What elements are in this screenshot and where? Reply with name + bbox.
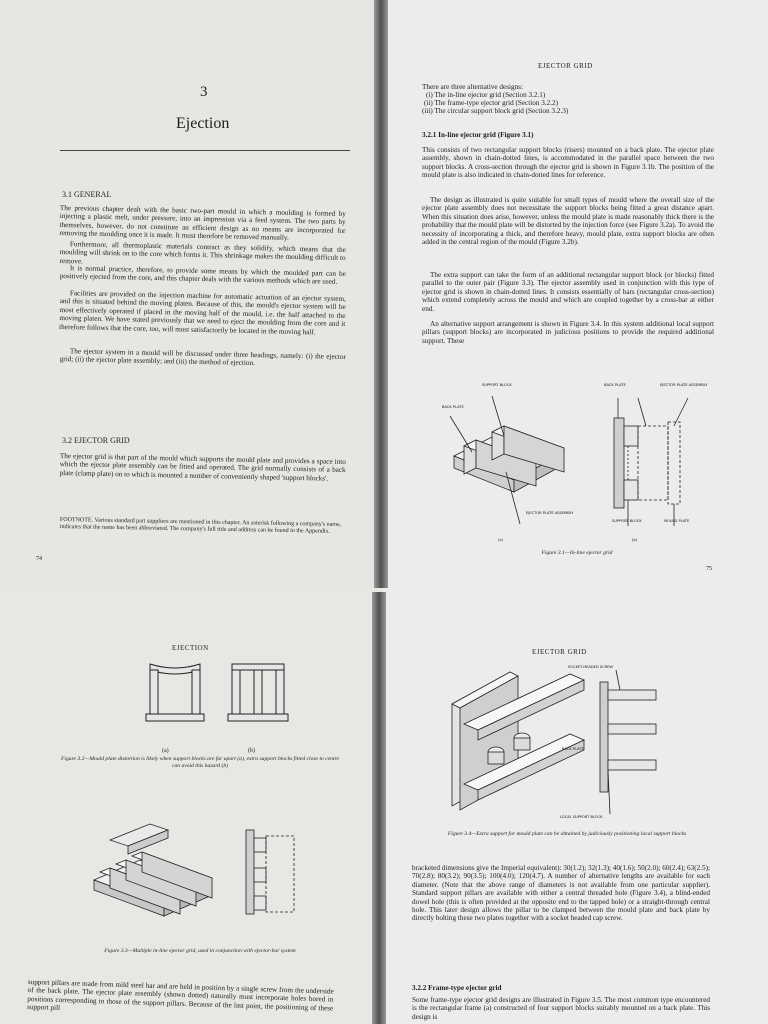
figure-3-2-sub-b: (b) [248,748,255,754]
designs-intro: There are three alternative designs: [422,83,523,91]
label-back-plate: BACK PLATE [442,405,464,409]
figure-3-1-drawing [442,376,722,544]
label-mould-plate: MOULD PLATE [664,519,690,523]
label-socket-headed-screw: SOCKET-HEADED SCREW [568,665,613,669]
section-3-2-1-heading: 3.2.1 In-line ejector grid (Figure 3.1) [422,131,534,139]
section-3-2-1-para-1: This consists of two rectangular support blocks (risers) mounted on a back plate. The ejector plate assembly, shown in chain-dotted lines, is accommodated in the parallel space between the two support blocks. A cross-section through the ejector grid is shown in Figure 3.1b. The position of the mould plate is also indicated in chain-dotted lines for reference. [422,146,714,180]
section-3-2-1-para-3: The extra support can take the form of an additional rectangular support block (or blocks) fitted parallel to the outer pair (Figure 3.3). The ejector assembly used in conjunction with this type of ejector grid is shown in chain-dotted lines. It consists essentially of bars (rectangular cross-section) which extend completely across the mould and which are coupled together by a cross-bar at either end. [422,271,714,313]
label-ejector-plate-assembly-b: EJECTOR PLATE ASSEMBLY [660,383,708,387]
footnote: FOOTNOTE. Various standard part suppliers are mentioned in this chapter. An asterisk following a company's name, indicates that the name has been abbreviated. The company's full title and address can be found in the Appendix. [59,517,342,535]
section-3-2-1-para-2: The design as illustrated is quite suitable for small types of mould where the overall size of the ejector plate assembly does not necessitate the support blocks being fitted a great distance apart. When this situation does arise, however, unless the mould plate is made reasonably thick there is the probability that the mould plate will be distorted by the injection force (see Figure 3.2a). To avoid the necessity of incorporating a thick, and therefore heavy, mould plate, extra support blocks are often added in the central region of the mould (Figure 3.2b). [422,196,714,247]
figure-3-4-svg [450,664,670,822]
design-3: (iii) The circular support block grid (Section 3.2.3) [422,107,569,115]
section-3-2-2-heading: 3.2.2 Frame-type ejector grid [412,984,502,992]
page-76 [0,588,382,1024]
figure-3-4-drawing [450,664,670,822]
label-support-block: SUPPORT BLOCK [482,383,512,387]
page-number-74: 74 [36,556,42,562]
label-sub-a: (a) [498,538,504,542]
design-2: (ii) The frame-type ejector grid (Section 3.2.2) [424,99,558,107]
page-74 [0,0,382,588]
figure-3-2-svg [140,660,300,742]
label-sub-b: (b) [632,538,638,542]
section-3-2-1-para-4: An alternative support arrangement is shown in Figure 3.4. In this system additional local support pillars (support blocks) are incorporated in judicious positions to provide the required additional support. These [422,320,714,345]
running-head-75: EJECTOR GRID [538,62,593,70]
section-3-1-heading: 3.1 GENERAL [62,190,112,199]
section-3-1-para-1: The previous chapter dealt with the basic two-part mould in which a moulding is formed by injecting a plastic melt, under pressure, into an impression via a feed system. The two parts by themselves, however, do not constitute an efficient design as no means are incorporated for removing the moulding once it is made. It must therefore be removed manually. [59,204,346,243]
page-number-75: 75 [706,566,712,572]
running-head-76: EJECTION [172,644,209,652]
page-77-para-1: bracketed dimensions give the Imperial equivalent): 30(1.2); 32(1.3); 40(1.6); 50(2.0); 60(2.4); 63(2.5); 70(2.8); 80(3.2); 90(3.5); 100(4.0); 120(4.7). A number of alternative lengths are available for each diameter. (Note that the above range of diameters is not available from one particular supplier). Standard support pillars are available with either a central threaded hole (Figure 3.4), a blind-ended dowel hole (this is often provided at the opposite end to the tapped hole) or a straight-through central hole. This later design allows the pillar to be clamped between the mould plate and back plate by directly bolting these two plates together with a socket headed cap screw. [412,864,711,923]
label-back-plate-b: BACK PLATE [604,383,626,387]
section-3-1-para-5: The ejector system in a mould will be discussed under three headings, namely: (i) the ejector grid; (ii) the ejector plate assembly; and (iii) the method of ejection. [59,347,346,368]
figure-3-1-svg [442,376,722,544]
label-local-support-block: LOCAL SUPPORT BLOCK [560,815,603,819]
figure-3-2-caption: Figure 3.2—Mould plate distortion is likely when support blocks are far apart (a), extra support blocks fitted close to centre can avoid this hazard (b) [61,756,339,769]
section-3-1-para-4: Facilities are provided on the injection machine for automatic actuation of an ejector system, and this is situated behind the moving platen. Because of this, the mould's ejector system will be most effectively operated if placed in the moving half of the mould, i.e. the half attached to the moving platen. We have stated previously that we need to eject the moulding from the core and it therefore follows that the core, too, will most satisfactorily be located in the moving half. [59,289,346,336]
page-75 [382,0,768,588]
figure-3-3-svg [90,810,320,930]
chapter-number: 3 [200,84,208,100]
figure-3-1-caption: Figure 3.1—In-line ejector grid [541,550,613,556]
book-gutter-top [374,0,388,588]
design-1: (i) The in-line ejector grid (Section 3.2.1) [426,91,546,99]
page-77 [382,588,768,1024]
label-support-block-b: SUPPORT BLOCK [612,519,642,523]
figure-3-3-caption: Figure 3.3—Multiple in-line ejector grid, used in conjunction with ejector-bar system [104,948,296,954]
chapter-title: Ejection [176,115,230,132]
section-3-1-para-3: It is normal practice, therefore, to provide some means by which the moulded part can be positively ejected from the core, and this chapter deals with the various methods which are used. [59,264,346,287]
page-77-para-2: Some frame-type ejector grid designs are illustrated in Figure 3.5. The most common type encountered is the rectangular frame (a) constructed of four support blocks suitably mounted on a back plate. This design is [412,996,710,1021]
label-ejector-plate-assembly: EJECTOR PLATE ASSEMBLY [526,511,574,515]
figure-3-2-sub-a: (a) [162,748,169,754]
running-head-77: EJECTOR GRID [532,648,587,656]
figure-3-2-drawing [140,660,300,742]
section-3-2-heading: 3.2 EJECTOR GRID [62,436,130,445]
figure-3-4-caption: Figure 3.4—Extra support for mould plate can be obtained by judiciously positioning local support blocks [447,831,687,837]
label-back-plate-77: BACK PLATE [562,747,584,751]
section-3-1-para-2: Furthermore, all thermoplastic materials contract as they solidify, which means that the moulding will shrink on to the core which forms it. This shrinkage makes the moulding difficult to remove. [59,240,346,266]
figure-3-3-drawing [90,810,320,930]
page-76-text: support pillars are made from mild steel bar and are held in position by a single screw from the underside of the back plate. The ejector plate assembly (shown dotted) naturally must incorporate holes bored in positions corresponding to those of the support pillars. Because of the last point, the positioning of these support pill [26,978,334,1013]
chapter-rule [60,150,350,151]
section-3-2-para-1: The ejector grid is that part of the mould which supports the mould plate and provides a space into which the ejector plate assembly can be fitted and operated. The grid normally consists of a back plate (clamp plate) on to which is mounted a number of conveniently shaped 'support blocks'. [59,452,346,483]
book-gutter-bottom [372,592,386,1024]
